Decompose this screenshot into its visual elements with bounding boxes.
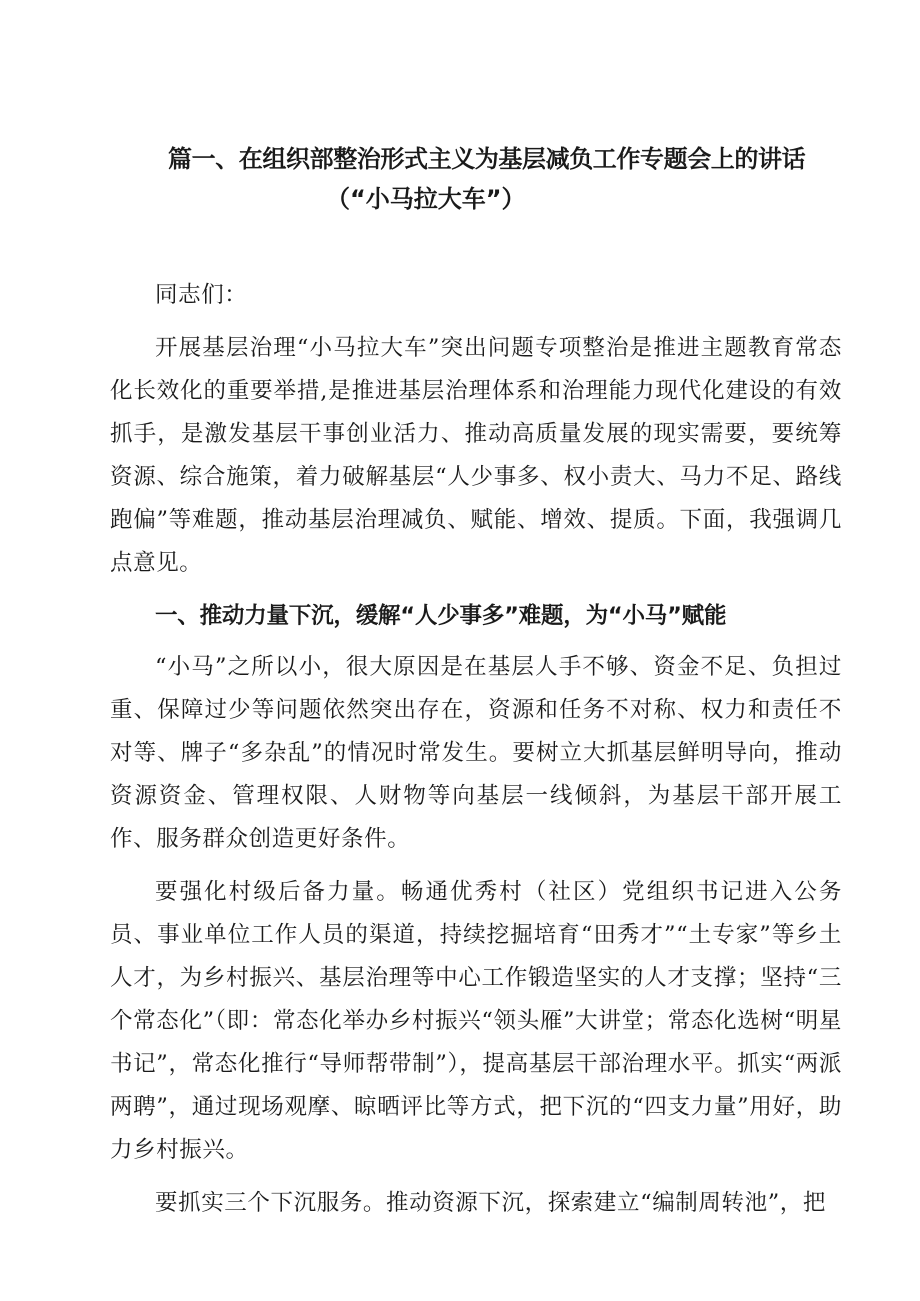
section-paragraph: 要强化村级后备力量。畅通优秀村（社区）党组织书记进入公务员、事业单位工作人员的渠道，持续挖掘培育“田秀才”“土专家”等乡土人才，为乡村振兴、基层治理等中心工作锻造坚实的人才支撑；坚持“三个常态化”（即：常态化举办乡村振兴“领头雁”大讲堂；常态化选树“明星书记”，常态化推行“导师帮带制”），提高基层干部治理水平。抓实“两派两聘”，通过现场观摩、晾晒评比等方式，把下沉的“四支力量”用好，助力乡村振兴。 (110, 879, 842, 1163)
document-subtitle: （“小马拉大车”） (326, 185, 526, 213)
section-paragraph: 要抓实三个下沉服务。推动资源下沉，探索建立“编制周转池”，把 (155, 1190, 827, 1216)
document-title: 篇一、在组织部整治形式主义为基层减负工作专题会上的讲话 (168, 145, 806, 173)
document-body (110, 274, 842, 1235)
intro-paragraph: 开展基层治理“小马拉大车”突出问题专项整治是推进主题教育常态化长效化的重要举措,是推进基层治理体系和治理能力现代化建设的有效抓手，是激发基层干事创业活力、推动高质量发展的现实需要，要统筹资源、综合施策，着力破解基层“人少事多、权小责大、马力不足、路线跑偏”等难题，推动基层治理减负、赋能、增效、提质。下面，我强调几点意见。 (110, 335, 842, 576)
section-paragraph: “小马”之所以小，很大原因是在基层人手不够、资金不足、负担过重、保障过少等问题依然突出存在，资源和任务不对称、权力和责任不对等、牌子“多杂乱”的情况时常发生。要树立大抓基层鲜明导向，推动资源资金、管理权限、人财物等向基层一线倾斜，为基层干部开展工作、服务群众创造更好条件。 (110, 654, 842, 852)
section-heading: 一、推动力量下沉，缓解“人少事多”难题，为“小马”赋能 (155, 603, 727, 629)
greeting: 同志们： (155, 282, 248, 308)
